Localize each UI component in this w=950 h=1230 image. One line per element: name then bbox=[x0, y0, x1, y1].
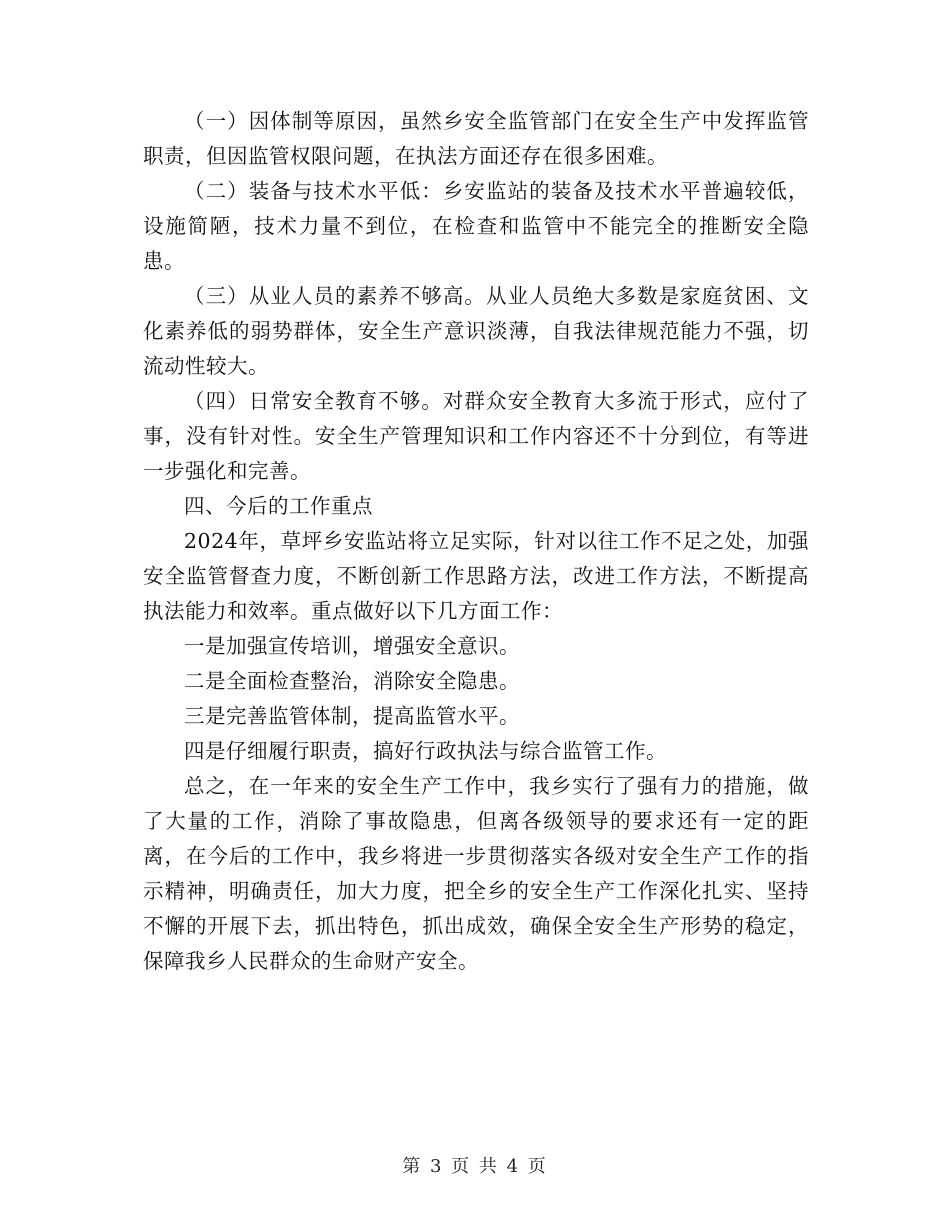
paragraph-problem-2: （二）装备与技术水平低：乡安监站的装备及技术水平普遍较低，设施简陋，技术力量不到位，在检查和监管中不能完全的推断安全隐患。 bbox=[143, 179, 809, 273]
paragraph-plan-item-1: 一是加强宣传培训，增强安全意识。 bbox=[184, 634, 520, 658]
paragraph-problem-4: （四）日常安全教育不够。对群众安全教育大多流于形式，应付了事，没有针对性。安全生产管理知识和工作内容还不十分到位，有等进一步强化和完善。 bbox=[143, 389, 809, 483]
section-heading-future-work: 四、今后的工作重点 bbox=[184, 494, 373, 518]
paragraph-plan-item-3: 三是完善监管体制，提高监管水平。 bbox=[184, 704, 520, 728]
document-body bbox=[143, 104, 809, 979]
paragraph-conclusion: 总之，在一年来的安全生产工作中，我乡实行了强有力的措施，做了大量的工作，消除了事故隐患，但离各级领导的要求还有一定的距离，在今后的工作中，我乡将进一步贯彻落实各级对安全生产工作的指示精神，明确责任，加大力度，把全乡的安全生产工作深化扎实、坚持不懈的开展下去，抓出特色，抓出成效，确保全安全生产形势的稳定，保障我乡人民群众的生命财产安全。 bbox=[143, 774, 809, 973]
paragraph-plan-item-2: 二是全面检查整治，消除安全隐患。 bbox=[184, 669, 520, 693]
paragraph-plan-item-4: 四是仔细履行职责，搞好行政执法与综合监管工作。 bbox=[184, 739, 667, 763]
paragraph-problem-3: （三）从业人员的素养不够高。从业人员绝大多数是家庭贫困、文化素养低的弱势群体，安全生产意识淡薄，自我法律规范能力不强，切流动性较大。 bbox=[143, 284, 809, 378]
paragraph-problem-1: （一）因体制等原因，虽然乡安全监管部门在安全生产中发挥监管职责，但因监管权限问题，在执法方面还存在很多困难。 bbox=[143, 109, 809, 168]
page-number-footer: 第 3 页 共 4 页 bbox=[402, 1156, 548, 1177]
paragraph-plan-intro: 2024年，草坪乡安监站将立足实际，针对以往工作不足之处，加强安全监管督查力度，不断创新工作思路方法，改进工作方法，不断提高执法能力和效率。重点做好以下几方面工作： bbox=[143, 529, 809, 623]
